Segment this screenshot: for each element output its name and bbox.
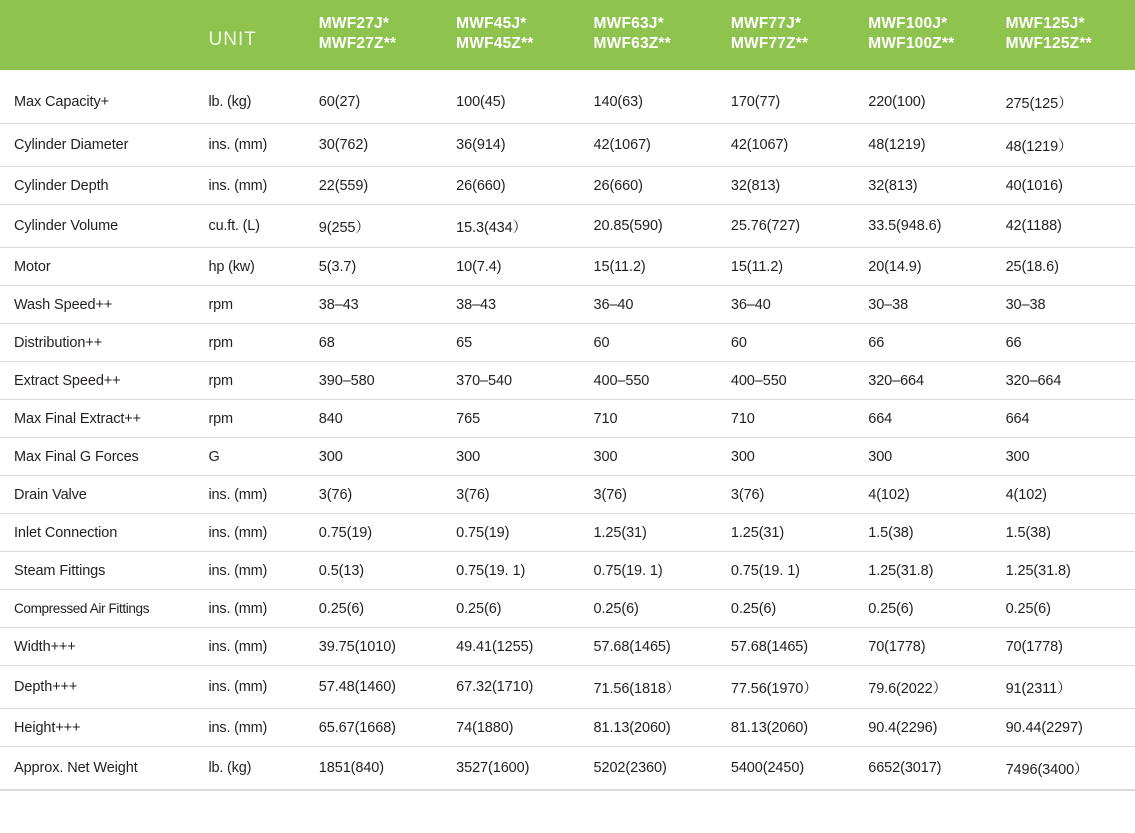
row-label: Distribution++ bbox=[0, 323, 199, 361]
cell-value: 7496(3400） bbox=[998, 746, 1135, 790]
row-label: Compressed Air Fittings bbox=[0, 589, 199, 627]
row-label: Max Final Extract++ bbox=[0, 399, 199, 437]
cell-value: 15(11.2) bbox=[723, 247, 860, 285]
row-label: Max Capacity+ bbox=[0, 83, 199, 124]
row-unit: rpm bbox=[199, 323, 311, 361]
cell-value: 300 bbox=[311, 437, 448, 475]
cell-value: 1.5(38) bbox=[998, 513, 1135, 551]
row-unit: ins. (mm) bbox=[199, 551, 311, 589]
row-unit: ins. (mm) bbox=[199, 166, 311, 204]
cell-value: 48(1219) bbox=[860, 123, 997, 166]
model-name-line2: MWF100Z** bbox=[868, 34, 955, 52]
row-unit: ins. (mm) bbox=[199, 123, 311, 166]
cell-value: 90.4(2296) bbox=[860, 708, 997, 746]
model-name-line1: MWF77J* bbox=[730, 15, 802, 32]
cell-value: 5202(2360) bbox=[586, 746, 723, 790]
table-row bbox=[0, 247, 1135, 285]
cell-value: 42(1188) bbox=[998, 204, 1135, 247]
cell-value: 5(3.7) bbox=[311, 247, 448, 285]
cell-value: 710 bbox=[586, 399, 723, 437]
model-name-line2: MWF45Z** bbox=[456, 34, 534, 52]
cell-value: 15(11.2) bbox=[586, 247, 723, 285]
cell-value: 0.5(13) bbox=[311, 551, 448, 589]
cell-value: 400–550 bbox=[586, 361, 723, 399]
cell-value: 3527(1600) bbox=[448, 746, 585, 790]
cell-value: 48(1219） bbox=[998, 123, 1135, 166]
table-row bbox=[0, 166, 1135, 204]
cell-value: 36–40 bbox=[586, 285, 723, 323]
header-cell-model-3 bbox=[586, 0, 723, 70]
row-unit: ins. (mm) bbox=[199, 708, 311, 746]
cell-value: 0.75(19) bbox=[311, 513, 448, 551]
row-unit: ins. (mm) bbox=[199, 627, 311, 665]
cell-value: 90.44(2297) bbox=[998, 708, 1135, 746]
header-separator-cell bbox=[0, 70, 1135, 83]
cell-value: 0.75(19. 1) bbox=[586, 551, 723, 589]
cell-value: 0.75(19. 1) bbox=[448, 551, 585, 589]
cell-value: 68 bbox=[311, 323, 448, 361]
cell-value: 0.75(19) bbox=[448, 513, 585, 551]
table-row bbox=[0, 513, 1135, 551]
table-row bbox=[0, 475, 1135, 513]
table-row bbox=[0, 285, 1135, 323]
cell-value: 66 bbox=[998, 323, 1135, 361]
cell-value: 300 bbox=[860, 437, 997, 475]
row-unit: rpm bbox=[199, 285, 311, 323]
cell-value: 42(1067) bbox=[586, 123, 723, 166]
cell-value: 1.25(31.8) bbox=[860, 551, 997, 589]
cell-value: 3(76) bbox=[586, 475, 723, 513]
table-row bbox=[0, 708, 1135, 746]
cell-value: 65.67(1668) bbox=[311, 708, 448, 746]
table-row bbox=[0, 627, 1135, 665]
cell-value: 40(1016) bbox=[998, 166, 1135, 204]
cell-value: 15.3(434） bbox=[448, 204, 585, 247]
cell-value: 60 bbox=[586, 323, 723, 361]
row-label: Cylinder Volume bbox=[0, 204, 199, 247]
cell-value: 275(125） bbox=[998, 83, 1135, 124]
model-name-line1: MWF63J* bbox=[593, 15, 664, 32]
table-row bbox=[0, 551, 1135, 589]
cell-value: 71.56(1818） bbox=[586, 665, 723, 708]
model-name-line1: MWF45J* bbox=[456, 15, 527, 32]
table-header bbox=[0, 0, 1135, 83]
row-unit: ins. (mm) bbox=[199, 665, 311, 708]
row-label: Depth+++ bbox=[0, 665, 199, 708]
cell-value: 22(559) bbox=[311, 166, 448, 204]
cell-value: 6652(3017) bbox=[860, 746, 997, 790]
cell-value: 74(1880) bbox=[448, 708, 585, 746]
cell-value: 140(63) bbox=[586, 83, 723, 124]
model-name-line2: MWF63Z** bbox=[593, 34, 671, 52]
table-row bbox=[0, 204, 1135, 247]
cell-value: 220(100) bbox=[860, 83, 997, 124]
cell-value: 370–540 bbox=[448, 361, 585, 399]
cell-value: 25(18.6) bbox=[998, 247, 1135, 285]
row-label: Motor bbox=[0, 247, 199, 285]
cell-value: 10(7.4) bbox=[448, 247, 585, 285]
cell-value: 100(45) bbox=[448, 83, 585, 124]
cell-value: 60(27) bbox=[311, 83, 448, 124]
cell-value: 3(76) bbox=[723, 475, 860, 513]
cell-value: 65 bbox=[448, 323, 585, 361]
cell-value: 70(1778) bbox=[998, 627, 1135, 665]
cell-value: 39.75(1010) bbox=[311, 627, 448, 665]
cell-value: 32(813) bbox=[723, 166, 860, 204]
row-label: Cylinder Diameter bbox=[0, 123, 199, 166]
cell-value: 79.6(2022） bbox=[860, 665, 997, 708]
row-unit: cu.ft. (L) bbox=[199, 204, 311, 247]
row-unit: lb. (kg) bbox=[199, 83, 311, 124]
cell-value: 26(660) bbox=[586, 166, 723, 204]
cell-value: 32(813) bbox=[860, 166, 997, 204]
header-cell-blank bbox=[0, 0, 199, 70]
cell-value: 300 bbox=[998, 437, 1135, 475]
table-row bbox=[0, 437, 1135, 475]
cell-value: 26(660) bbox=[448, 166, 585, 204]
cell-value: 1.25(31) bbox=[723, 513, 860, 551]
cell-value: 300 bbox=[448, 437, 585, 475]
cell-value: 0.25(6) bbox=[860, 589, 997, 627]
cell-value: 664 bbox=[998, 399, 1135, 437]
row-label: Wash Speed++ bbox=[0, 285, 199, 323]
cell-value: 664 bbox=[860, 399, 997, 437]
row-label: Extract Speed++ bbox=[0, 361, 199, 399]
row-label: Max Final G Forces bbox=[0, 437, 199, 475]
row-label: Width+++ bbox=[0, 627, 199, 665]
header-cell-model-2 bbox=[448, 0, 585, 70]
header-cell-model-6 bbox=[998, 0, 1135, 70]
cell-value: 0.25(6) bbox=[448, 589, 585, 627]
cell-value: 0.75(19. 1) bbox=[723, 551, 860, 589]
table-body bbox=[0, 83, 1135, 790]
cell-value: 20(14.9) bbox=[860, 247, 997, 285]
cell-value: 42(1067) bbox=[723, 123, 860, 166]
cell-value: 20.85(590) bbox=[586, 204, 723, 247]
row-label: Drain Valve bbox=[0, 475, 199, 513]
model-name-line1: MWF100J* bbox=[868, 15, 948, 32]
table-row bbox=[0, 323, 1135, 361]
row-unit: lb. (kg) bbox=[199, 746, 311, 790]
cell-value: 57.68(1465) bbox=[723, 627, 860, 665]
cell-value: 33.5(948.6) bbox=[860, 204, 997, 247]
model-name-line1: MWF27J* bbox=[318, 15, 390, 32]
cell-value: 170(77) bbox=[723, 83, 860, 124]
cell-value: 1.5(38) bbox=[860, 513, 997, 551]
table-header-row bbox=[0, 0, 1135, 70]
cell-value: 49.41(1255) bbox=[448, 627, 585, 665]
table-row bbox=[0, 83, 1135, 124]
model-name-line1: MWF125J* bbox=[1005, 15, 1085, 32]
cell-value: 81.13(2060) bbox=[586, 708, 723, 746]
cell-value: 0.25(6) bbox=[586, 589, 723, 627]
cell-value: 390–580 bbox=[311, 361, 448, 399]
cell-value: 4(102) bbox=[860, 475, 997, 513]
cell-value: 1.25(31.8) bbox=[998, 551, 1135, 589]
cell-value: 36(914) bbox=[448, 123, 585, 166]
table-row bbox=[0, 665, 1135, 708]
header-separator bbox=[0, 70, 1135, 83]
header-cell-unit: UNIT bbox=[199, 0, 311, 70]
table-row bbox=[0, 746, 1135, 790]
header-cell-model-1 bbox=[311, 0, 448, 70]
model-name-line2: MWF125Z** bbox=[1005, 34, 1092, 52]
cell-value: 25.76(727) bbox=[723, 204, 860, 247]
row-label: Cylinder Depth bbox=[0, 166, 199, 204]
cell-value: 36–40 bbox=[723, 285, 860, 323]
cell-value: 30–38 bbox=[860, 285, 997, 323]
cell-value: 840 bbox=[311, 399, 448, 437]
cell-value: 81.13(2060) bbox=[723, 708, 860, 746]
cell-value: 30(762) bbox=[311, 123, 448, 166]
cell-value: 57.68(1465) bbox=[586, 627, 723, 665]
cell-value: 1.25(31) bbox=[586, 513, 723, 551]
cell-value: 30–38 bbox=[998, 285, 1135, 323]
cell-value: 5400(2450) bbox=[723, 746, 860, 790]
row-unit: ins. (mm) bbox=[199, 475, 311, 513]
cell-value: 91(2311） bbox=[998, 665, 1135, 708]
header-cell-model-5 bbox=[860, 0, 997, 70]
table-row bbox=[0, 123, 1135, 166]
cell-value: 77.56(1970） bbox=[723, 665, 860, 708]
cell-value: 3(76) bbox=[448, 475, 585, 513]
cell-value: 300 bbox=[723, 437, 860, 475]
cell-value: 0.25(6) bbox=[998, 589, 1135, 627]
row-label: Height+++ bbox=[0, 708, 199, 746]
row-unit: ins. (mm) bbox=[199, 589, 311, 627]
cell-value: 710 bbox=[723, 399, 860, 437]
cell-value: 0.25(6) bbox=[723, 589, 860, 627]
cell-value: 300 bbox=[586, 437, 723, 475]
row-unit: rpm bbox=[199, 361, 311, 399]
header-cell-model-4 bbox=[723, 0, 860, 70]
row-unit: rpm bbox=[199, 399, 311, 437]
cell-value: 67.32(1710) bbox=[448, 665, 585, 708]
cell-value: 0.25(6) bbox=[311, 589, 448, 627]
cell-value: 400–550 bbox=[723, 361, 860, 399]
model-name-line2: MWF27Z** bbox=[318, 34, 397, 52]
row-unit: G bbox=[199, 437, 311, 475]
model-name-line2: MWF77Z** bbox=[730, 34, 809, 52]
row-label: Approx. Net Weight bbox=[0, 746, 199, 790]
row-label: Steam Fittings bbox=[0, 551, 199, 589]
cell-value: 4(102) bbox=[998, 475, 1135, 513]
cell-value: 3(76) bbox=[311, 475, 448, 513]
cell-value: 38–43 bbox=[311, 285, 448, 323]
table-row bbox=[0, 589, 1135, 627]
row-unit: ins. (mm) bbox=[199, 513, 311, 551]
cell-value: 765 bbox=[448, 399, 585, 437]
cell-value: 38–43 bbox=[448, 285, 585, 323]
row-label: Inlet Connection bbox=[0, 513, 199, 551]
cell-value: 57.48(1460) bbox=[311, 665, 448, 708]
cell-value: 1851(840) bbox=[311, 746, 448, 790]
cell-value: 66 bbox=[860, 323, 997, 361]
cell-value: 60 bbox=[723, 323, 860, 361]
table-row bbox=[0, 399, 1135, 437]
cell-value: 320–664 bbox=[860, 361, 997, 399]
cell-value: 70(1778) bbox=[860, 627, 997, 665]
row-unit: hp (kw) bbox=[199, 247, 311, 285]
cell-value: 320–664 bbox=[998, 361, 1135, 399]
cell-value: 9(255） bbox=[311, 204, 448, 247]
table-row bbox=[0, 361, 1135, 399]
